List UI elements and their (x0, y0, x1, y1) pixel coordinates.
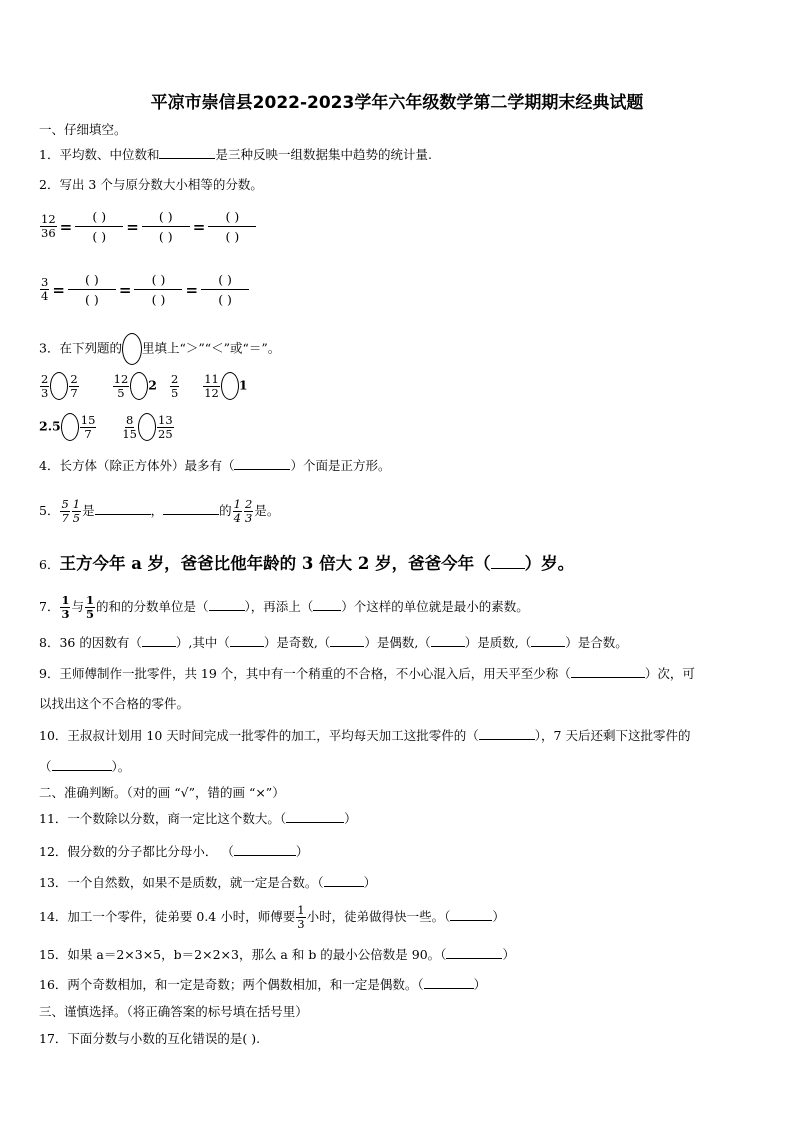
question-2-row-1: $\frac{12}{36}$ = ( ) ( ) = ( ) ( ) = ( ) ( ) (39, 207, 257, 246)
answer-blank[interactable] (479, 728, 535, 740)
fraction: $\frac{1}{3}$ (297, 903, 305, 931)
answer-blank[interactable] (330, 635, 364, 647)
section-2-heading: 二、准确判断。（对的画 “√”，错的画 “×”） (39, 785, 285, 800)
question-14: 14．加工一个零件，徒弟要 0.4 小时，师傅要 $\frac{1}{3}$ 小时，徒弟做得快一些。（ ） (39, 903, 505, 931)
question-15: 15．如果 a＝2×3×5，b＝2×2×3，那么 a 和 b 的最小公倍数是 90。（ ） (39, 947, 515, 962)
fraction: $\frac{2}{7}$ (70, 371, 78, 400)
question-11: 11．一个数除以分数，商一定比这个数大。（ ） (39, 811, 357, 826)
question-3-compare-row-2: 2.5 $\frac{15}{7}$ $\frac{8}{15}$ $\frac{13}{25}$ (39, 412, 173, 441)
fraction: $\frac{13}{25}$ (158, 412, 173, 441)
answer-blank[interactable] (491, 554, 525, 569)
fraction-blank[interactable]: ( ) ( ) (201, 270, 249, 309)
answer-blank[interactable] (142, 635, 176, 647)
question-2: 2．写出 3 个与原分数大小相等的分数。 (39, 177, 263, 192)
fraction: $\frac{1}{5}$ (72, 497, 81, 525)
fraction: $\frac{5}{7}$ (61, 497, 69, 525)
question-2-row-2: $\frac{3}{4}$ = ( ) ( ) = ( ) ( ) = ( ) ( ) (39, 270, 250, 309)
fraction: $\frac{11}{12}$ (204, 371, 219, 400)
answer-blank[interactable] (446, 947, 502, 959)
fraction-blank[interactable]: ( ) ( ) (75, 207, 123, 246)
oval-blank[interactable] (138, 413, 156, 441)
fraction: $\frac{3}{4}$ (41, 275, 49, 303)
answer-blank[interactable] (450, 909, 492, 921)
answer-blank[interactable] (52, 759, 112, 771)
answer-blank[interactable] (159, 147, 215, 159)
fraction: $\frac{8}{15}$ (122, 412, 137, 441)
fraction: $\frac{12}{5}$ (113, 371, 129, 400)
fraction: $\frac{1}{3}$ (61, 593, 70, 621)
question-8: 8．36 的因数有（ ）,其中（ ）是奇数,（ ）是偶数,（ ）是质数,（ ）是合数。 (39, 635, 628, 650)
answer-blank[interactable] (424, 977, 474, 989)
fraction: $\frac{1}{5}$ (85, 593, 94, 621)
question-9: 9．王师傅制作一批零件，共 19 个，其中有一个稍重的不合格，不小心混入后，用天平至少称（ ）次，可 (39, 666, 695, 681)
answer-blank[interactable] (234, 458, 290, 470)
fraction-blank[interactable]: ( ) ( ) (208, 207, 256, 246)
oval-blank[interactable] (61, 413, 79, 441)
oval-blank[interactable] (50, 372, 68, 400)
question-13: 13．一个自然数，如果不是质数，就一定是合数。（ ） (39, 875, 377, 890)
fraction: $\frac{15}{7}$ (80, 412, 96, 441)
answer-blank[interactable] (571, 666, 645, 678)
answer-blank[interactable] (230, 635, 264, 647)
answer-blank[interactable] (95, 503, 151, 515)
question-1: 1．平均数、中位数和 是三种反映一组数据集中趋势的统计量. (39, 147, 432, 162)
question-16: 16．两个奇数相加，和一定是奇数；两个偶数相加，和一定是偶数。（ ） (39, 977, 487, 992)
answer-blank[interactable] (234, 844, 296, 856)
oval-blank[interactable] (122, 333, 142, 365)
answer-blank[interactable] (313, 599, 341, 611)
answer-blank[interactable] (431, 635, 465, 647)
question-3-compare-row-1: $\frac{2}{3}$ $\frac{2}{7}$ $\frac{12}{5}$ 2 $\frac{2}{5}$ $\frac{11}{12}$ 1 (41, 371, 248, 400)
answer-blank[interactable] (286, 811, 344, 823)
question-4: 4．长方体（除正方体外）最多有（ ）个面是正方形。 (39, 458, 391, 473)
fraction: $\frac{2}{3}$ (41, 371, 49, 400)
answer-blank[interactable] (324, 875, 364, 887)
page-title: 平凉市崇信县2022-2023学年六年级数学第二学期期末经典试题 (150, 93, 644, 113)
fraction: $\frac{12}{36}$ (41, 212, 56, 240)
question-12: 12．假分数的分子都比分母小． （ ） (39, 844, 309, 859)
fraction-blank[interactable]: ( ) ( ) (68, 270, 116, 309)
question-10-cont: （ ）。 (39, 759, 131, 774)
answer-blank[interactable] (163, 503, 219, 515)
question-3: 3．在下列题的 里填上“＞”“＜”或“＝”。 (39, 333, 280, 365)
question-6: 6．王方今年 a 岁，爸爸比他年龄的 3 倍大 2 岁，爸爸今年（ ）岁。 (39, 554, 575, 573)
answer-blank[interactable] (531, 635, 565, 647)
question-10: 10．王叔叔计划用 10 天时间完成一批零件的加工，平均每天加工这批零件的（ ），7 天后还剩下这批零件的 (39, 728, 691, 743)
question-7: 7． $\frac{1}{3}$ 与 $\frac{1}{5}$ 的和的分数单位是（ ），再添上（ ）个这样的单位就是最小的素数。 (39, 593, 529, 621)
section-3-heading: 三、谨慎选择。（将正确答案的标号填在括号里） (39, 1004, 308, 1019)
question-5: 5． $\frac{5}{7}$ $\frac{1}{5}$ 是 ， 的 $\frac{1}{4}$ $\frac{2}{3}$ 是。 (39, 497, 280, 525)
fraction-blank[interactable]: ( ) ( ) (134, 270, 182, 309)
fraction-blank[interactable]: ( ) ( ) (142, 207, 190, 246)
answer-blank[interactable] (209, 599, 245, 611)
fraction: $\frac{2}{5}$ (170, 371, 179, 400)
oval-blank[interactable] (130, 372, 148, 400)
section-1-heading: 一、仔细填空。 (39, 122, 127, 137)
fraction: $\frac{2}{3}$ (244, 497, 253, 525)
question-17: 17．下面分数与小数的互化错误的是( ). (39, 1031, 261, 1046)
oval-blank[interactable] (221, 372, 239, 400)
fraction: $\frac{1}{4}$ (233, 497, 241, 525)
question-9-cont: 以找出这个不合格的零件。 (39, 696, 190, 711)
